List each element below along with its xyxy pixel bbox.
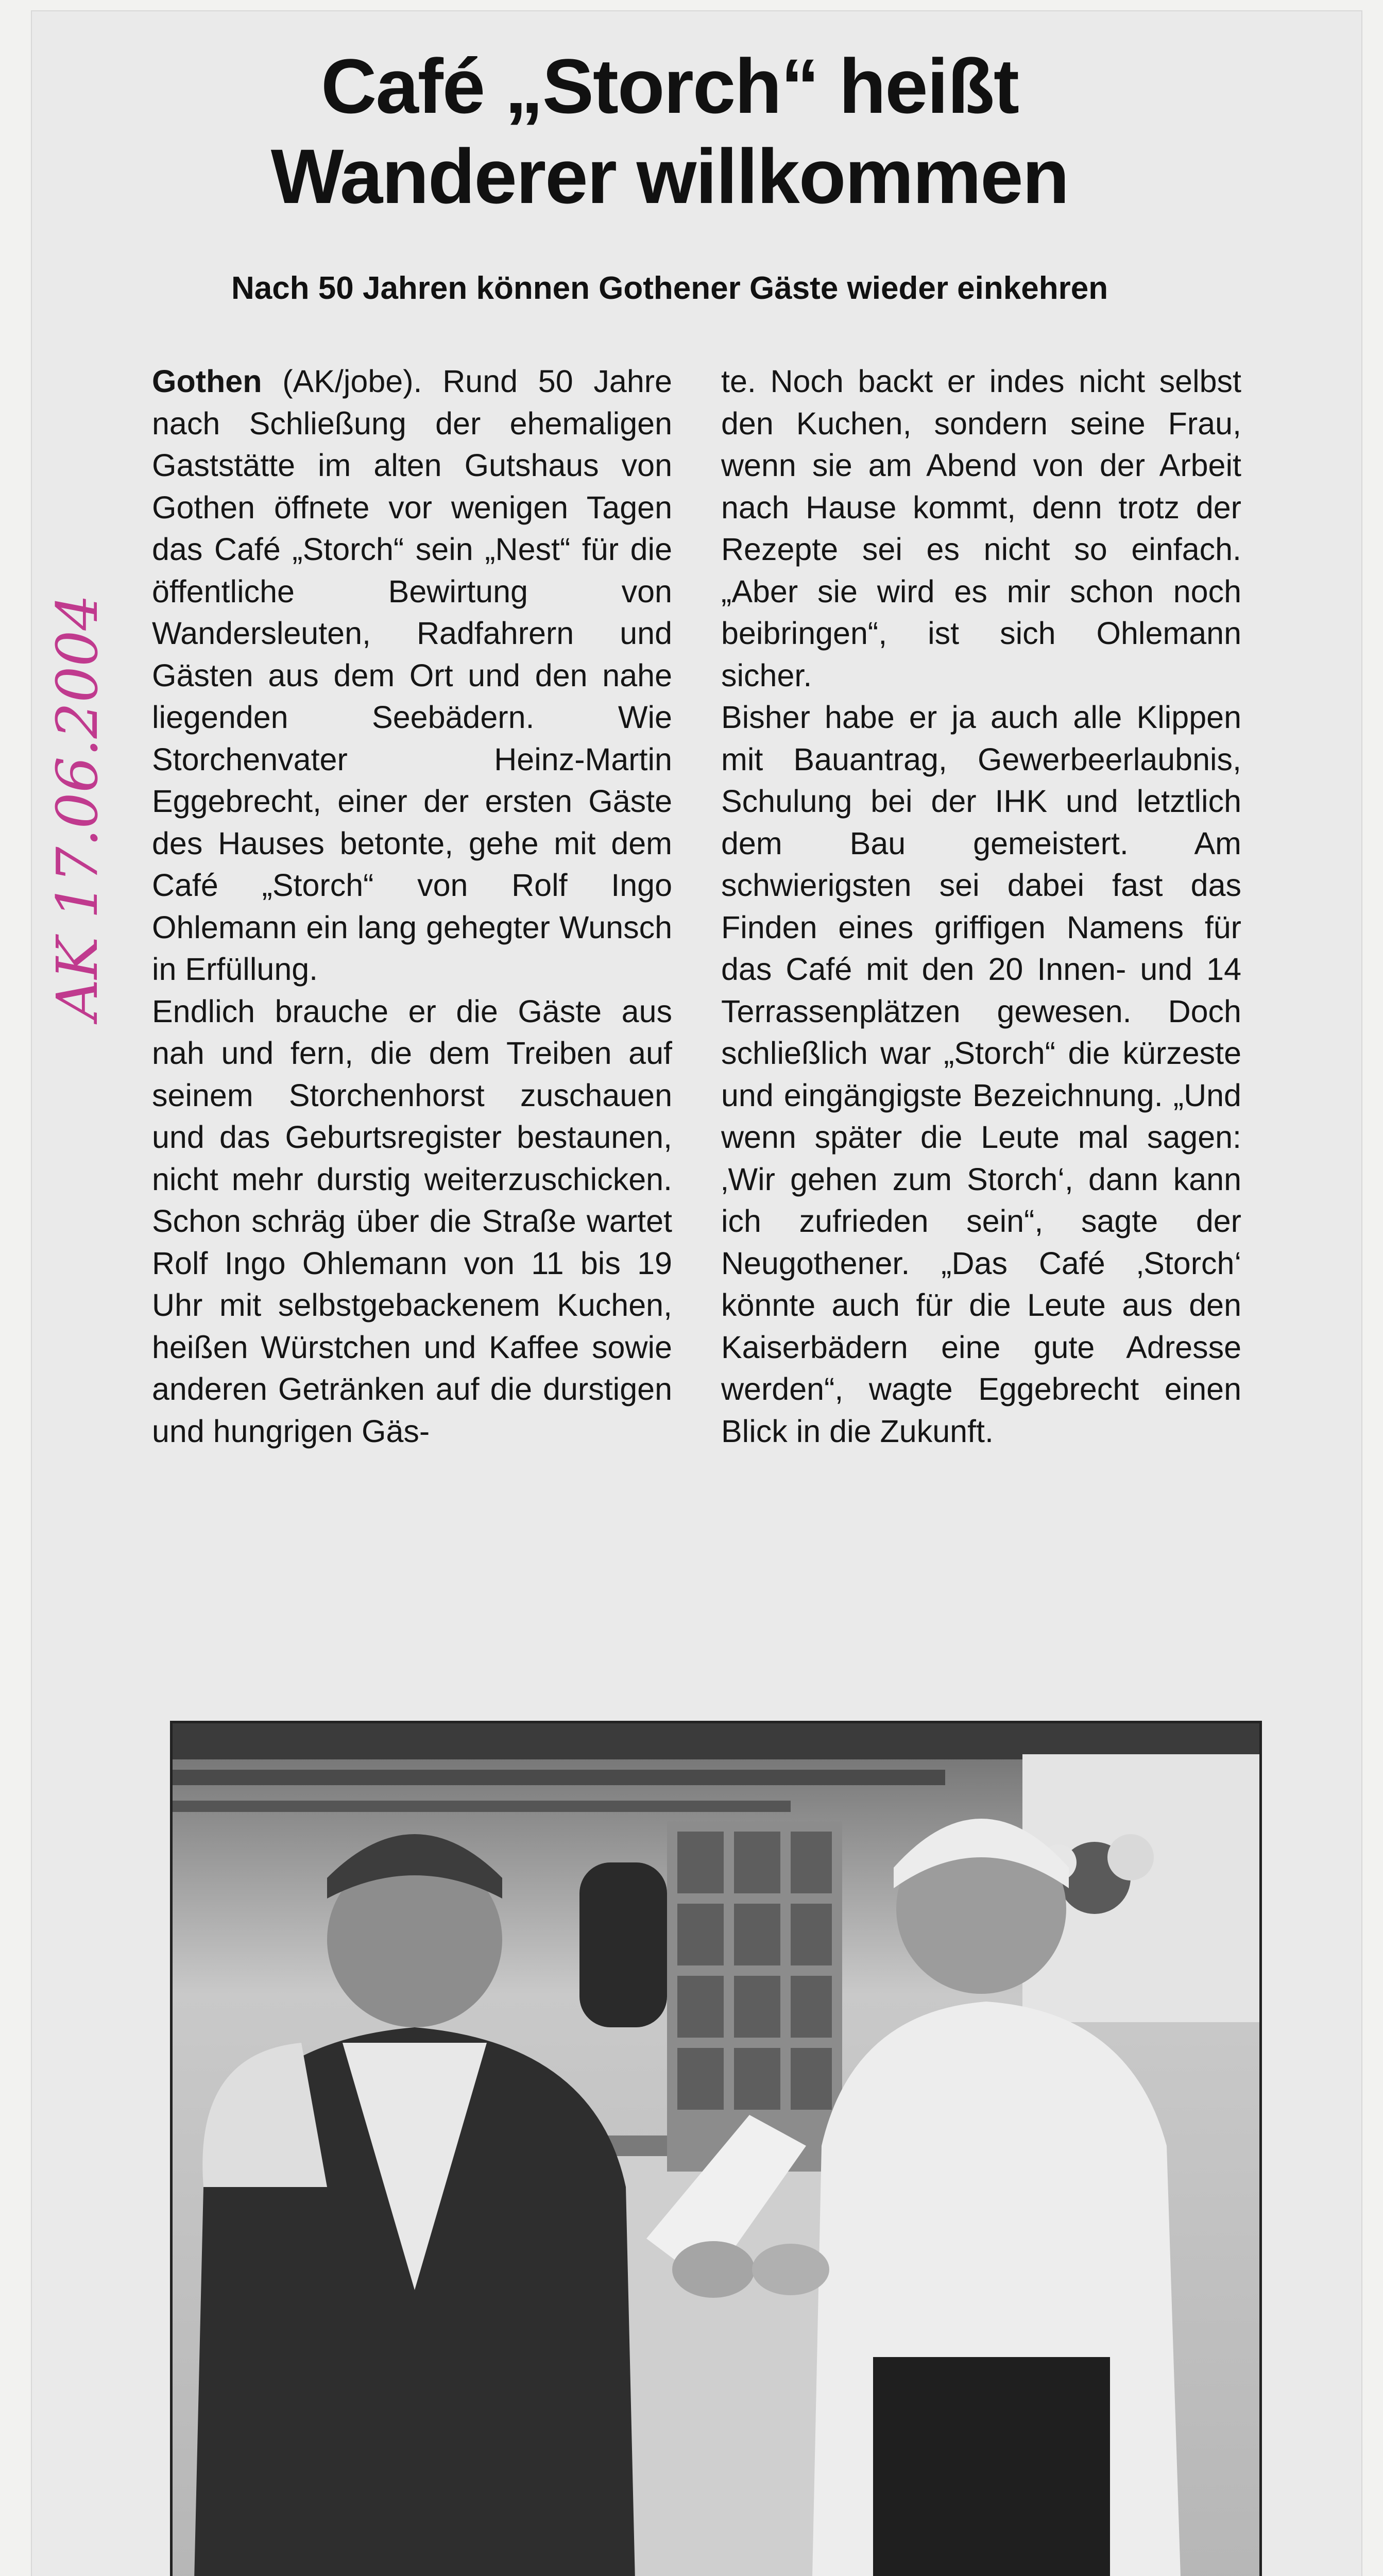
bleed-through-text-top [1159, 10, 1355, 289]
bleed-through-text-right [1267, 1947, 1360, 2576]
paragraph-4: Bisher habe er ja auch alle Klippen mit Bauantrag, Gewerbeerlaubnis, Schulung bei der IHK und letztlich dem Bau gemeistert. Am schwierigsten sei dabei fast das Finden eines griffigen Namens für das Café mit den 20 Innen- und 14 Terrassenplätzen gewesen. Doch schließlich war „Storch“ die kürzeste und eingängigste Bezeichnung. „Und wenn später die Leute mal sagen: ‚Wir gehen zum Storch‘, dann kann ich zufrieden sein“, sagte der Neugothener. „Das Café ‚Storch‘ könnte auch für die Leute aus den Kaiserbädern eine gute Adresse werden“, wagte Eggebrecht einen Blick in die Zukunft. [721, 700, 1241, 1449]
dateline: Gothen [152, 364, 262, 399]
headline [165, 41, 1174, 222]
photo-illustration [173, 1723, 1259, 2576]
article-column-1 [152, 361, 672, 1452]
paragraph-lead [152, 361, 672, 991]
lead-text: (AK/jobe). Rund 50 Jahre nach Schließung der ehemaligen Gaststätte im alten Gutshaus von Gothen öffnete vor wenigen Tagen das Café „Storch“ sein „Nest“ für die öffentliche Bewirtung von Wandersleuten, Radfahrern und Gästen aus dem Ort und den nahe liegenden Seebädern. Wie Storchenvater Heinz-Martin Eggebrecht, einer der ersten Gäste des Hauses betonte, gehe mit dem Café „Storch“ von Rolf Ingo Ohlemann ein lang gehegter Wunsch in Erfüllung. [152, 364, 672, 987]
headline-line-1: Café „Storch“ heißt [321, 43, 1018, 129]
article-photo [170, 1721, 1262, 2576]
article-column-2 [721, 361, 1241, 1452]
headline-line-2: Wanderer willkommen [270, 133, 1069, 219]
paragraph-3: te. Noch backt er indes nicht selbst den Kuchen, sondern seine Frau, wenn sie am Abend von der Arbeit nach Hause kommt, denn trotz der Rezepte sei es nicht so einfach. „Aber sie wird es mir schon noch beibringen“, ist sich Ohlemann sicher. [721, 364, 1241, 693]
subheadline: Nach 50 Jahren können Gothener Gäste wieder einkehren [231, 270, 1108, 306]
handwritten-date-note: AK 17.06.2004 [44, 594, 110, 1020]
paragraph-2: Endlich brauche er die Gäste aus nah und fern, die dem Treiben auf seinem Storchenhorst zuschauen und das Geburtsregister bestaunen, nicht mehr durstig weiterzuschicken. Schon schräg über die Straße wartet Rolf Ingo Ohlemann von 11 bis 19 Uhr mit selbstgebackenem Kuchen, heißen Würstchen und Kaffee sowie anderen Getränken auf die durstigen und hungrigen Gäs- [152, 993, 672, 1449]
